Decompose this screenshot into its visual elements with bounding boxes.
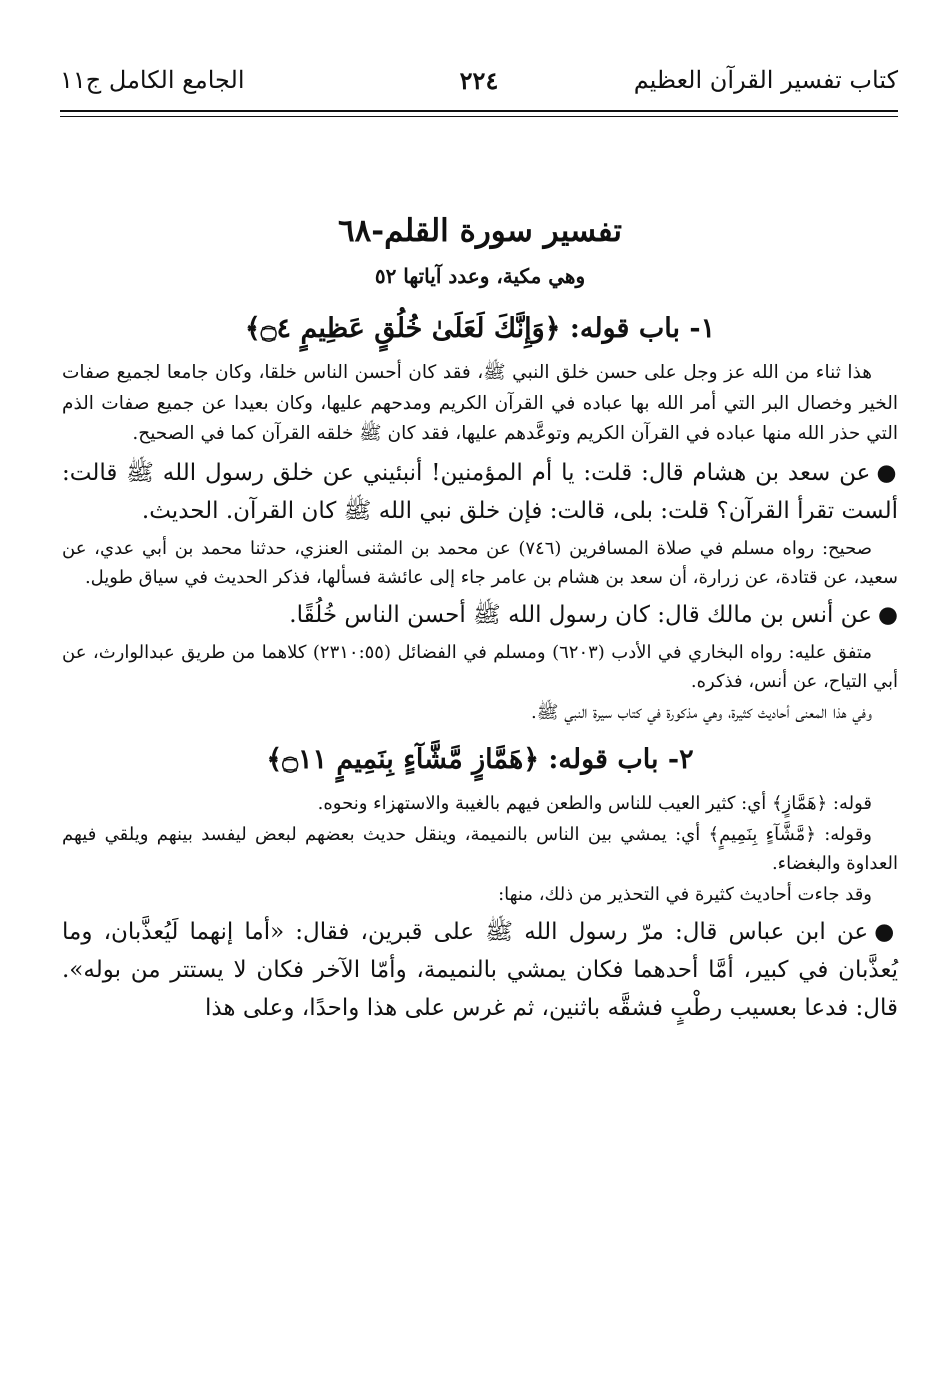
chapter-1-intro: هذا ثناء من الله عز وجل على حسن خلق النبي ﷺ، فقد كان أحسن الناس خلقا، وكان جامعا لجميع صفات الخير وخصال البر التي أمر الله بها عباده في القرآن الكريم ومدحهم عليها، وكان بعيدا عن جميع صفات الذم التي حذر الله منها عباده في القرآن الكريم وتوعَّدهم عليها، فقد كان ﷺ خلقه القرآن كما في الصحيح. (62, 362, 898, 444)
chapter-1-heading: ١- باب قوله: ﴿وَإِنَّكَ لَعَلَىٰ خُلُقٍ عَظِيمٍ ۝٤﴾ (244, 313, 716, 344)
surah-subtitle: وهي مكية، وعدد آياتها ٥٢ (374, 264, 586, 288)
tafsir-paragraph: وقوله: ﴿مَّشَّآءٍ بِنَمِيمٍ﴾ أي: يمشي بين الناس بالنميمة، وينقل حديث بعضهم لبعض ليفسد بينهم ويلقي فيهم العداوة والبغضاء. (62, 823, 898, 874)
hadith-text: عن سعد بن هشام قال: قلت: يا أم المؤمنين! أنبئيني عن خلق رسول الله ﷺ قالت: ألست تقرأ القرآن؟ قلت: بلى، قالت: فإن خلق نبي الله ﷺ كان القرآن. الحديث. (62, 459, 898, 524)
hadith-paragraph (62, 454, 898, 530)
bullet-icon: ● (877, 600, 898, 628)
volume-title: الجامع الكامل ج١١ (60, 66, 245, 94)
page-body (62, 206, 898, 1031)
hadith-paragraph (62, 913, 898, 1027)
related-note: وفي هذا المعنى أحاديث كثيرة، وهي مذكورة في كتاب سيرة النبي ﷺ. (531, 701, 872, 723)
hadith-text: عن أنس بن مالك قال: كان رسول الله ﷺ أحسن الناس خُلُقًا. (289, 601, 872, 628)
surah-title: تفسير سورة القلم-٦٨ (337, 213, 623, 249)
tafsir-paragraph: وقد جاءت أحاديث كثيرة في التحذير من ذلك، منها: (498, 883, 872, 905)
hadith-text: عن ابن عباس قال: مرّ رسول الله ﷺ على قبرين، فقال: «أما إنهما لَيُعذَّبان، وما يُعذَّبان في كبير، أمَّا أحدهما فكان يمشي بالنميمة، وأمّا الآخر فكان لا يستتر من بوله». قال: فدعا بعسيب رطْبٍ فشقَّه باثنين، ثم غرس على هذا واحدًا، وعلى هذا (62, 918, 898, 1021)
header-rule-thin (60, 116, 898, 117)
takhrij-note: متفق عليه: رواه البخاري في الأدب (٦٢٠٣) ومسلم في الفضائل (٢٣١٠:٥٥) كلاهما من طريق عبدالوارث، عن أبي التياح، عن أنس، فذكره. (62, 641, 898, 692)
takhrij-note: صحيح: رواه مسلم في صلاة المسافرين (٧٤٦) عن محمد بن المثنى العنزي، حدثنا محمد بن أبي عدي، عن سعيد، عن قتادة، عن زرارة، أن سعد بن هشام بن عامر جاء إلى عائشة فسألها، فذكر الحديث في سياق طويل. (62, 537, 898, 588)
bullet-icon: ● (874, 917, 899, 945)
chapter-2-heading: ٢- باب قوله: ﴿هَمَّازٍ مَّشَّآءٍ بِنَمِيمٍ ۝١١﴾ (266, 743, 694, 775)
bullet-icon: ● (876, 458, 898, 486)
page-number: ٢٢٤ (459, 66, 499, 95)
book-title: كتاب تفسير القرآن العظيم (633, 66, 898, 94)
running-header (60, 66, 898, 106)
hadith-paragraph (62, 596, 898, 634)
tafsir-paragraph: قوله: ﴿هَمَّازٍ﴾ أي: كثير العيب للناس والطعن فيهم بالغيبة والاستهزاء ونحوه. (317, 792, 872, 814)
header-rule-thick (60, 110, 898, 112)
